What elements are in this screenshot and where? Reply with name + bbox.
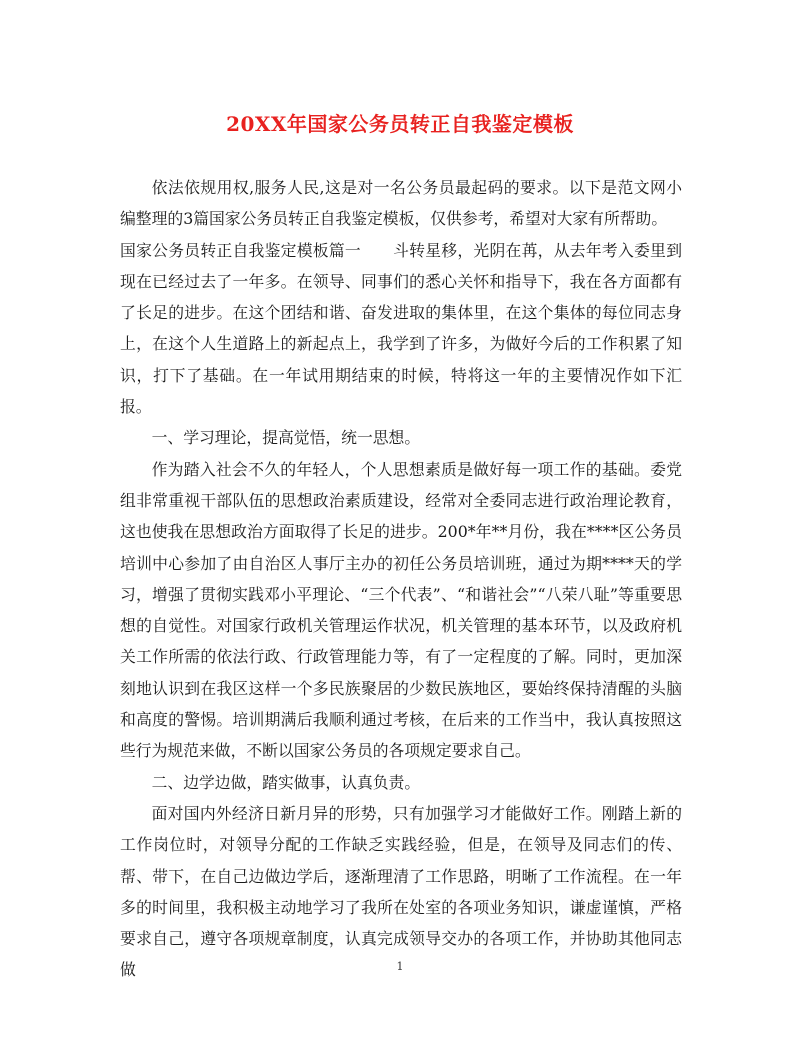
section-heading-two: 二、边学边做，踏实做事，认真负责。: [151, 772, 421, 792]
page-number: 1: [396, 960, 404, 973]
document-body: [120, 172, 682, 986]
paragraph-template-one: 国家公务员转正自我鉴定模板篇一 斗转星移，光阴在苒，从去年考入委里到现在已经过去了一年多。在领导、同事们的悉心关怀和指导下，我在各方面都有了长足的进步。在这个团结和谐、奋发进取的集体里，在这个集体的每位同志身上，在这个人生道路上的新起点上，我学到了许多，为做好今后的工作积累了知识，打下了基础。在一年试用期结束的时候，特将这一年的主要情况作如下汇报。: [120, 240, 682, 417]
document-title: 20XX年国家公务员转正自我鉴定模板: [226, 112, 574, 136]
section-heading-one: 一、学习理论，提高觉悟，统一思想。: [151, 428, 421, 448]
paragraph-learn-by-doing: 面对国内外经济日新月异的形势，只有加强学习才能做好工作。刚踏上新的工作岗位时，对领导分配的工作缺乏实践经验，但是，在领导及同志们的传、帮、带下，在自己边做边学后，逐渐理清了工作思路，明晰了工作流程。在一年多的时间里，我积极主动地学习了我所在处室的各项业务知识，谦虚谨慎，严格要求自己，遵守各项规章制度，认真完成领导交办的各项工作，并协助其他同志做: [120, 803, 682, 980]
paragraph-intro: 依法依规用权,服务人民,这是对一名公务员最起码的要求。以下是范文网小编整理的3篇国家公务员转正自我鉴定模板，仅供参考，希望对大家有所帮助。: [120, 178, 682, 229]
paragraph-study-theory: 作为踏入社会不久的年轻人，个人思想素质是做好每一项工作的基础。委党组非常重视干部队伍的思想政治素质建设，经常对全委同志进行政治理论教育，这也使我在思想政治方面取得了长足的进步。200*年**月份，我在****区公务员培训中心参加了由自治区人事厅主办的初任公务员培训班，通过为期****天的学习，增强了贯彻实践邓小平理论、“三个代表”、“和谐社会”“八荣八耻”等重要思想的自觉性。对国家行政机关管理运作状况，机关管理的基本环节，以及政府机关工作所需的依法行政、行政管理能力等，有了一定程度的了解。同时，更加深刻地认识到在我区这样一个多民族聚居的少数民族地区，要始终保持清醒的头脑和高度的警惕。培训期满后我顺利通过考核，在后来的工作当中，我认真按照这些行为规范来做，不断以国家公务员的各项规定要求自己。: [120, 459, 682, 761]
